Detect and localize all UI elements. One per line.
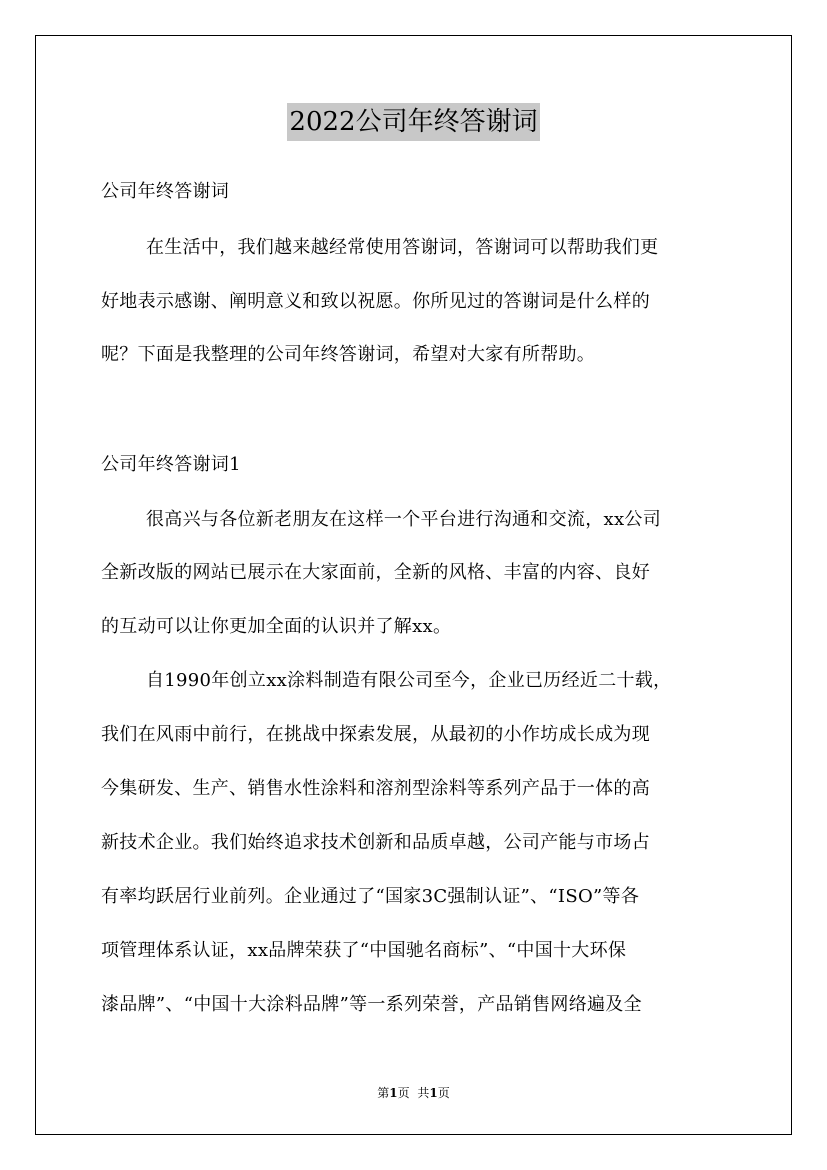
paragraph-line: 今集研发、生产、销售水性涂料和溶剂型涂料等系列产品于一体的高 xyxy=(101,778,650,799)
total-suffix: 页 xyxy=(437,1086,450,1100)
paragraph-line: 很高兴与各位新老朋友在这样一个平台进行沟通和交流，xx公司 xyxy=(146,509,661,530)
title-block xyxy=(0,103,827,141)
paragraph-line: 有率均跃居行业前列。企业通过了“国家3C强制认证”、“ISO”等各 xyxy=(101,886,640,907)
paragraph-line: 漆品牌”、“中国十大涂料品牌”等一系列荣誉，产品销售网络遍及全 xyxy=(101,994,642,1015)
paragraph-line: 项管理体系认证，xx品牌荣获了“中国驰名商标”、“中国十大环保 xyxy=(101,940,627,961)
page-footer xyxy=(0,1084,827,1101)
total-prefix: 共 xyxy=(417,1086,430,1100)
paragraph-line: 呢？下面是我整理的公司年终答谢词，希望对大家有所帮助。 xyxy=(101,344,596,365)
total-pages: 1 xyxy=(429,1086,438,1100)
page-prefix: 第 xyxy=(377,1086,390,1100)
section-heading: 公司年终答谢词1 xyxy=(101,454,241,475)
paragraph-line: 我们在风雨中前行，在挑战中探索发展，从最初的小作坊成长成为现 xyxy=(101,724,650,745)
document-title: 2022公司年终答谢词 xyxy=(287,103,539,141)
paragraph-line: 好地表示感谢、阐明意义和致以祝愿。你所见过的答谢词是什么样的 xyxy=(101,291,650,312)
paragraph-line: 在生活中，我们越来越经常使用答谢词，答谢词可以帮助我们更 xyxy=(146,237,659,258)
page-suffix: 页 xyxy=(397,1086,410,1100)
paragraph-line: 自1990年创立xx涂料制造有限公司至今，企业已历经近二十载， xyxy=(146,670,672,691)
paragraph-line: 全新改版的网站已展示在大家面前，全新的风格、丰富的内容、良好 xyxy=(101,562,650,583)
paragraph-line: 的互动可以让你更加全面的认识并了解xx。 xyxy=(101,616,452,637)
section-heading: 公司年终答谢词 xyxy=(101,181,230,202)
paragraph-line: 新技术企业。我们始终追求技术创新和品质卓越，公司产能与市场占 xyxy=(101,832,650,853)
page-number: 1 xyxy=(389,1086,398,1100)
